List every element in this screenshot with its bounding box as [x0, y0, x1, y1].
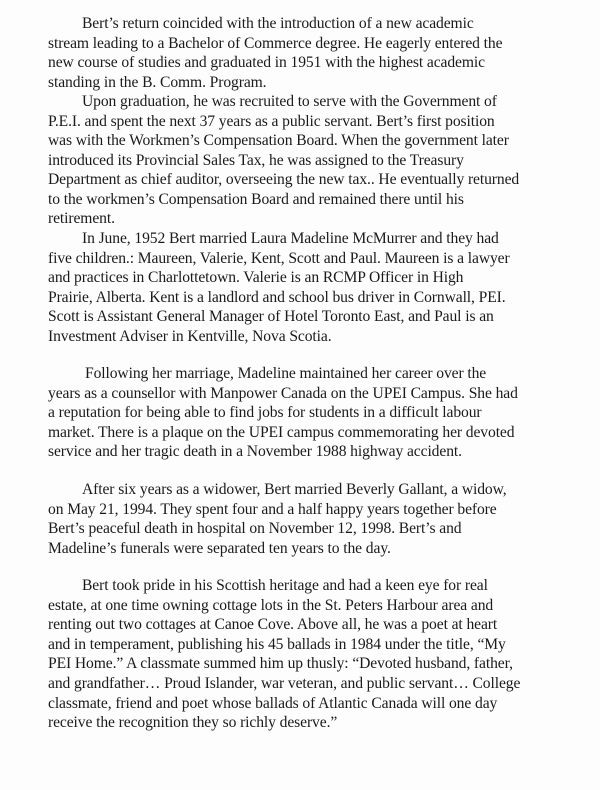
text-line: new course of studies and graduated in 1951 with the highest academic [48, 54, 485, 72]
text-line: introduced its Provincial Sales Tax, he was assigned to the Treasury [48, 151, 464, 169]
paragraph-spacer [48, 462, 568, 480]
paragraph-madeline [48, 364, 568, 462]
text-line: was with the Workmen’s Compensation Board. When the government later [48, 132, 509, 150]
text-line: to the workmen’s Compensation Board and remained there until his [48, 190, 464, 208]
text-line: on May 21, 1994. They spent four and a half happy years together before [48, 500, 497, 518]
text-line: Following her marriage, Madeline maintained her career over the [85, 365, 487, 383]
document-body [48, 14, 568, 733]
text-line: stream leading to a Bachelor of Commerce degree. He eagerly entered the [48, 34, 503, 52]
text-line: service and her tragic death in a November 1988 highway accident. [48, 443, 462, 461]
text-line: five children.: Maureen, Valerie, Kent, Scott and Paul. Maureen is a lawyer [48, 249, 510, 267]
text-line: retirement. [48, 210, 115, 228]
text-line: In June, 1952 Bert married Laura Madeline McMurrer and they had [82, 230, 499, 248]
text-line: Bert’s peaceful death in hospital on November 12, 1998. Bert’s and [48, 520, 462, 538]
text-line: Bert took pride in his Scottish heritage and had a keen eye for real [82, 577, 488, 595]
text-line: and grandfather… Proud Islander, war veteran, and public servant… College [48, 674, 521, 692]
paragraph-academic [48, 14, 568, 92]
paragraph-family [48, 229, 568, 346]
paragraph-heritage [48, 576, 568, 732]
text-line: P.E.I. and spent the next 37 years as a public servant. Bert’s first position [48, 112, 495, 130]
text-line: a reputation for being able to find jobs for students in a difficult labour [48, 404, 482, 422]
text-line: After six years as a widower, Bert married Beverly Gallant, a widow, [82, 481, 507, 499]
text-line: Madeline’s funerals were separated ten years to the day. [48, 539, 391, 557]
text-line: classmate, friend and poet whose ballads of Atlantic Canada will one day [48, 694, 498, 712]
text-line: Upon graduation, he was recruited to serve with the Government of [82, 93, 497, 111]
paragraph-career [48, 92, 568, 229]
text-line: estate, at one time owning cottage lots in the St. Peters Harbour area and [48, 596, 494, 614]
text-line: Scott is Assistant General Manager of Hotel Toronto East, and Paul is an [48, 308, 494, 326]
paragraph-spacer [48, 346, 568, 364]
text-line: Department as chief auditor, overseeing the new tax.. He eventually returned [48, 171, 520, 189]
text-line: PEI Home.” A classmate summed him up thusly: “Devoted husband, father, [48, 655, 513, 673]
text-line: Investment Adviser in Kentville, Nova Scotia. [48, 327, 332, 345]
text-line: market. There is a plaque on the UPEI campus commemorating her devoted [48, 423, 515, 441]
text-line: receive the recognition they so richly deserve.” [48, 714, 338, 732]
text-line: standing in the B. Comm. Program. [48, 73, 267, 91]
paragraph-spacer [48, 558, 568, 576]
text-line: renting out two cottages at Canoe Cove. Above all, he was a poet at heart [48, 616, 498, 634]
text-line: and practices in Charlottetown. Valerie is an RCMP Officer in High [48, 269, 464, 287]
text-line: Prairie, Alberta. Kent is a landlord and school bus driver in Cornwall, PEI. [48, 288, 506, 306]
paragraph-remarriage [48, 480, 568, 558]
text-line: Bert’s return coincided with the introduction of a new academic [82, 15, 474, 32]
text-line: years as a counsellor with Manpower Canada on the UPEI Campus. She had [48, 384, 518, 402]
text-line: and in temperament, publishing his 45 ballads in 1984 under the title, “My [48, 635, 506, 653]
